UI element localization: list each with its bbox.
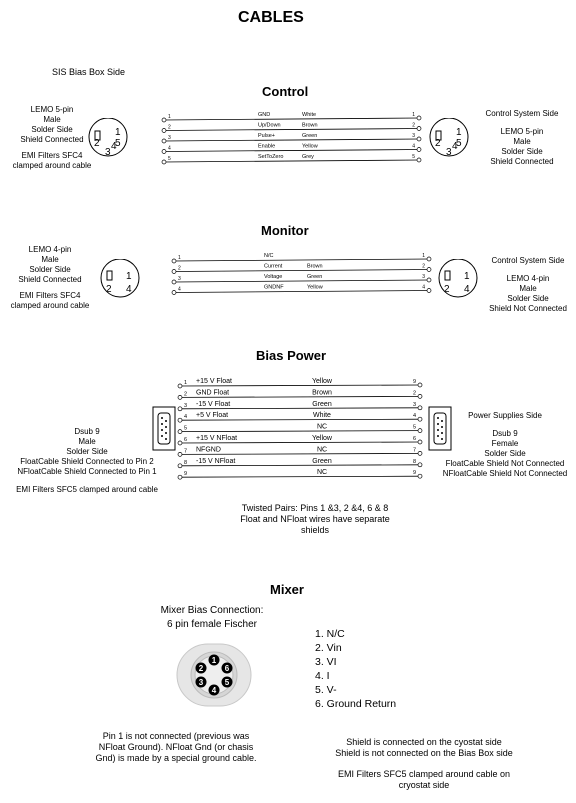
signal-name: -15 V Float	[196, 400, 231, 408]
signal-name: GNDNF	[264, 284, 284, 291]
twisted-pairs-note	[190, 503, 440, 536]
pin-number-right: 1	[422, 253, 425, 259]
mixer-note-left	[78, 731, 274, 764]
label-line: Male	[513, 137, 531, 146]
pin-number-right: 3	[422, 274, 425, 280]
monitor-right-connector	[436, 259, 484, 301]
wire-color: Yellow	[302, 143, 318, 150]
label-line: Male	[519, 284, 537, 293]
label-line: Male	[43, 115, 61, 124]
pin-label: 1	[456, 127, 462, 138]
pin-number: 2	[178, 265, 181, 272]
pin-number: 1	[168, 114, 171, 120]
wire-color: Brown	[312, 389, 332, 397]
signal-name: N/C	[264, 253, 274, 259]
mixer-heading: Mixer	[270, 582, 304, 597]
wire-terminal	[178, 407, 182, 411]
wire-color: Brown	[302, 122, 318, 129]
signal-name: Current	[264, 263, 283, 270]
mixer-pin: 4	[211, 686, 217, 695]
wire-terminal	[178, 464, 182, 468]
title-line: Mixer Bias Connection:	[160, 605, 264, 616]
pin-number-right: 8	[412, 458, 416, 465]
note-line: shields	[300, 525, 329, 535]
pin-item: 6. Ground Return	[315, 698, 397, 710]
label-line: Male	[41, 255, 59, 264]
pin-number-right: 2	[412, 122, 415, 129]
label-line: Solder Side	[507, 294, 549, 303]
pin-number-right: 9	[412, 470, 416, 477]
wire	[164, 160, 419, 162]
wire-color: Green	[307, 274, 323, 280]
pin-item: 2. Vin	[315, 642, 342, 654]
label-line: clamped around cable	[10, 301, 90, 310]
wire-terminal	[417, 127, 421, 131]
mixer-pin: 6	[224, 664, 230, 673]
pin-number-right: 5	[412, 154, 415, 160]
pin-label: 1	[126, 271, 132, 282]
signal-name: +15 V Float	[196, 378, 232, 385]
pin-item: 3. VI	[315, 656, 337, 668]
wire	[180, 465, 420, 466]
wire-color: White	[302, 112, 317, 118]
note-line: Float and NFloat wires have separate	[240, 514, 390, 524]
pin-number: 4	[178, 286, 181, 293]
label-line: Solder Side	[29, 265, 71, 274]
wire-terminal	[162, 129, 166, 133]
wire-terminal	[418, 463, 422, 467]
signal-name: GND	[258, 112, 271, 118]
note-line: NFloat Ground). NFloat Gnd (or chasis	[98, 742, 254, 752]
wire-terminal	[162, 139, 166, 143]
page-subtitle: SIS Bias Box Side	[52, 67, 126, 77]
signal-name: +15 V NFloat	[196, 435, 238, 442]
label-line: EMI Filters SFC5 clamped around cable	[16, 485, 158, 494]
mixer-pin-list	[315, 627, 396, 711]
wire-terminal	[178, 441, 182, 445]
wire-terminal	[417, 158, 421, 162]
signal-name: GND Float	[196, 389, 230, 397]
mixer-pin: 2	[198, 664, 204, 673]
control-right-connector	[427, 118, 477, 160]
pin-label: 4	[111, 141, 117, 152]
pin-number: 5	[184, 425, 188, 432]
label-line: Solder Side	[31, 125, 73, 134]
wire-color: NC	[316, 446, 328, 454]
page-title: CABLES	[238, 9, 304, 26]
mixer-pin: 3	[198, 678, 204, 687]
wire-color: NC	[316, 423, 328, 431]
wire	[180, 385, 420, 386]
wire	[174, 280, 429, 282]
label-line: Shield Connected	[18, 275, 82, 284]
bias-left-labels	[12, 427, 162, 495]
wire-terminal	[178, 384, 182, 388]
pin-label: 5	[115, 138, 121, 149]
signal-name: Voltage	[264, 274, 283, 280]
wire-terminal	[418, 383, 422, 387]
wire-terminal	[178, 395, 182, 399]
wire-terminal	[162, 150, 166, 154]
wire-terminal	[417, 148, 421, 152]
control-wire-diagram	[160, 108, 425, 166]
pin-label: 5	[456, 138, 462, 149]
pin-number: 3	[178, 276, 181, 282]
pin-label: 1	[464, 271, 470, 282]
control-right-labels	[474, 109, 570, 167]
label-line: Power Supplies Side	[468, 411, 542, 420]
wire-color: Yellow	[307, 284, 323, 291]
monitor-wire-diagram	[170, 250, 435, 296]
wire-color: Grey	[302, 154, 314, 160]
wire-terminal	[418, 474, 422, 478]
wire-terminal	[172, 280, 176, 284]
label-line: Control System Side	[485, 109, 559, 118]
note-line: Gnd) is made by a special ground cable.	[95, 753, 257, 763]
pin-label: 4	[126, 284, 132, 295]
pin-label: 3	[446, 147, 452, 158]
note-line: EMI Filters SFC5 clamped around cable on	[337, 769, 511, 779]
pin-number-right: 4	[412, 413, 416, 420]
label-line: Female	[491, 439, 519, 448]
control-left-connector	[86, 118, 136, 160]
note-line: Shield is connected on the cyostat side	[346, 737, 502, 747]
pin-item: 1. N/C	[315, 628, 345, 640]
label-line: Shield Not Connected	[489, 304, 567, 313]
pin-number: 5	[168, 156, 171, 162]
fischer-6pin-connector	[176, 643, 252, 707]
label-line	[484, 266, 572, 274]
signal-name: Pulse+	[258, 133, 275, 139]
pin-number-right: 1	[412, 112, 415, 118]
pin-number: 4	[168, 145, 171, 152]
pin-number-right: 2	[412, 390, 416, 397]
wire-color: Green	[312, 457, 332, 465]
wire-terminal	[172, 291, 176, 295]
wire	[180, 419, 420, 420]
wire-terminal	[417, 116, 421, 120]
label-line: LEMO 4-pin	[28, 245, 72, 254]
wire	[180, 476, 420, 477]
wire-terminal	[427, 289, 431, 293]
monitor-left-labels	[8, 245, 92, 311]
pin-label: 2	[94, 138, 100, 149]
pin-number-right: 4	[422, 284, 425, 291]
label-line: Shield Connected	[20, 135, 84, 144]
wire-terminal	[172, 270, 176, 274]
wire-color: Green	[312, 400, 332, 408]
pin-number-right: 4	[412, 143, 415, 150]
wire	[164, 139, 419, 141]
pin-number: 7	[184, 448, 188, 455]
wire-terminal	[418, 406, 422, 410]
label-line: NFloatCable Shield Connected to Pin 1	[17, 467, 157, 476]
pin-label: 2	[444, 284, 450, 295]
wire	[174, 270, 429, 272]
label-line: Dsub 9	[74, 427, 100, 436]
wire-terminal	[162, 160, 166, 164]
wire-terminal	[427, 268, 431, 272]
wire-terminal	[172, 259, 176, 263]
wire-terminal	[427, 278, 431, 282]
pin-number: 6	[184, 437, 188, 443]
pin-number: 9	[184, 471, 188, 478]
pin-label: 4	[452, 141, 458, 152]
label-line: Solder Side	[484, 449, 526, 458]
bias-right-labels	[438, 411, 572, 479]
label-line: EMI Filters SFC4	[21, 151, 83, 160]
note-line	[318, 759, 530, 769]
label-line: LEMO 4-pin	[506, 274, 550, 283]
mixer-note-right	[318, 737, 530, 791]
wire-terminal	[178, 418, 182, 422]
pin-number: 8	[184, 459, 188, 466]
label-line: Solder Side	[66, 447, 108, 456]
pin-number: 1	[184, 380, 188, 386]
wire-terminal	[418, 451, 422, 455]
dsub9-left-connector	[152, 406, 178, 452]
wire	[180, 442, 420, 443]
mixer-connection-title	[130, 604, 294, 632]
signal-name: +5 V Float	[196, 412, 229, 420]
wire-color: Yellow	[312, 435, 332, 442]
label-line: Control System Side	[491, 256, 565, 265]
monitor-left-connector	[98, 259, 146, 301]
signal-name: Up/Down	[258, 122, 281, 129]
pin-number: 1	[178, 255, 181, 261]
wire-color: Yellow	[312, 378, 332, 385]
pin-number: 3	[184, 402, 188, 409]
control-left-labels	[8, 105, 96, 171]
wire	[180, 396, 420, 397]
monitor-heading: Monitor	[261, 223, 309, 238]
pin-number: 2	[184, 391, 188, 398]
wire-terminal	[178, 475, 182, 479]
note-line: Shield is not connected on the Bias Box side	[335, 748, 513, 758]
pin-number-right: 6	[412, 436, 416, 442]
note-line: cryostat side	[398, 780, 450, 790]
wire-color: White	[313, 412, 331, 420]
signal-name: NFGND	[196, 446, 221, 454]
wire-color: Green	[302, 133, 318, 139]
pin-number-right: 3	[412, 401, 416, 408]
wire-terminal	[162, 118, 166, 122]
pin-number-right: 2	[422, 263, 425, 270]
wire-terminal	[418, 440, 422, 444]
note-line: Twisted Pairs: Pins 1 &3, 2 &4, 6 & 8	[241, 503, 389, 513]
wire-terminal	[418, 417, 422, 421]
pin-number-right: 3	[412, 133, 415, 139]
label-line: Dsub 9	[492, 429, 518, 438]
note-line: Pin 1 is not connected (previous was	[102, 731, 250, 741]
wire-color: NC	[316, 469, 328, 477]
wire-terminal	[418, 394, 422, 398]
signal-name: Enable	[258, 143, 276, 150]
pin-label: 2	[106, 284, 112, 295]
wire-terminal	[417, 137, 421, 141]
mixer-pin: 1	[211, 656, 217, 665]
pin-number: 2	[168, 124, 171, 131]
label-line: Solder Side	[501, 147, 543, 156]
bias-power-heading: Bias Power	[256, 348, 327, 363]
label-line: EMI Filters SFC4	[19, 291, 81, 300]
title-line: 6 pin female Fischer	[166, 619, 258, 630]
wire	[164, 129, 419, 131]
wire	[180, 453, 420, 454]
wire-color: Brown	[307, 263, 323, 270]
wire	[180, 431, 420, 432]
wire	[164, 150, 419, 152]
bias-power-wire-diagram	[176, 376, 426, 486]
wire-terminal	[178, 452, 182, 456]
label-line: Shield Connected	[490, 157, 554, 166]
pin-label: 3	[105, 147, 111, 158]
label-line	[438, 421, 572, 429]
wire-terminal	[178, 430, 182, 434]
label-line: NFloatCable Shield Not Connected	[442, 469, 568, 478]
signal-name: SetToZero	[258, 154, 284, 160]
label-line: FloatCable Shield Not Connected	[445, 459, 565, 468]
pin-item: 4. I	[315, 670, 330, 682]
label-line	[474, 119, 570, 127]
wire-terminal	[427, 257, 431, 261]
pin-number: 3	[168, 135, 171, 141]
pin-number-right: 5	[412, 424, 416, 431]
pin-number-right: 9	[412, 379, 416, 385]
label-line: LEMO 5-pin	[30, 105, 74, 114]
control-heading: Control	[262, 84, 309, 99]
wire	[174, 259, 429, 261]
wire	[164, 118, 419, 120]
pin-number-right: 7	[412, 447, 416, 454]
label-line: FloatCable Shield Connected to Pin 2	[20, 457, 154, 466]
pin-label: 4	[464, 284, 470, 295]
monitor-right-labels	[484, 256, 572, 314]
wire	[180, 408, 420, 409]
label-line: Male	[78, 437, 96, 446]
pin-label: 1	[115, 127, 121, 138]
wire	[174, 291, 429, 293]
wire-terminal	[418, 429, 422, 433]
dsub9-right-connector	[428, 406, 454, 452]
pin-item: 5. V-	[315, 684, 337, 696]
label-line: clamped around cable	[12, 161, 92, 170]
pin-number: 4	[184, 414, 188, 421]
label-line: LEMO 5-pin	[500, 127, 544, 136]
pin-label: 2	[435, 138, 441, 149]
signal-name: -15 V NFloat	[196, 457, 236, 465]
mixer-pin: 5	[224, 678, 230, 687]
label-line	[12, 477, 162, 485]
